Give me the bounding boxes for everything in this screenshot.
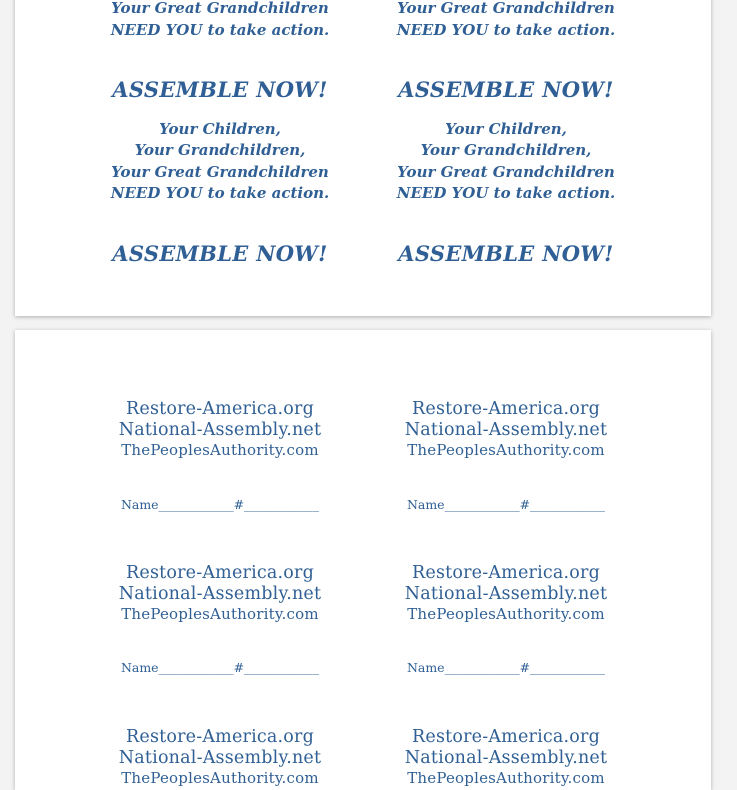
- national-assembly-site: National-Assembly.net: [404, 420, 608, 440]
- name-number-field: Name____________#____________: [120, 497, 320, 512]
- flyer-line-children: Your Children,: [445, 120, 567, 138]
- peoples-authority-site: ThePeoplesAuthority.com: [407, 441, 605, 459]
- name-number-field: Name____________#____________: [406, 497, 606, 512]
- peoples-authority-site: ThePeoplesAuthority.com: [121, 605, 319, 623]
- flyer-line-great-grandchildren: Your Great Grandchildren: [111, 163, 329, 181]
- restore-america-site: Restore-America.org: [126, 563, 314, 583]
- flyer-line-children: Your Children,: [159, 120, 281, 138]
- document-page-2: [15, 330, 711, 790]
- national-assembly-site: National-Assembly.net: [404, 748, 608, 768]
- peoples-authority-site: ThePeoplesAuthority.com: [407, 769, 605, 787]
- flyer-line-need-you: NEED YOU to take action.: [396, 184, 616, 202]
- restore-america-site: Restore-America.org: [126, 399, 314, 419]
- assemble-now-headline: ASSEMBLE NOW!: [398, 241, 614, 266]
- flyer-line-need-you: NEED YOU to take action.: [396, 21, 616, 39]
- document-page-1: [15, 0, 711, 316]
- flyer-line-grandchildren: Your Grandchildren,: [420, 141, 592, 159]
- national-assembly-site: National-Assembly.net: [118, 748, 322, 768]
- assemble-now-headline: ASSEMBLE NOW!: [112, 241, 328, 266]
- flyer-line-grandchildren: Your Grandchildren,: [134, 141, 306, 159]
- restore-america-site: Restore-America.org: [412, 399, 600, 419]
- flyer-line-great-grandchildren: Your Great Grandchildren: [111, 0, 329, 17]
- national-assembly-site: National-Assembly.net: [118, 420, 322, 440]
- assemble-now-headline: ASSEMBLE NOW!: [398, 77, 614, 102]
- flyer-line-great-grandchildren: Your Great Grandchildren: [397, 163, 615, 181]
- assemble-now-headline: ASSEMBLE NOW!: [112, 77, 328, 102]
- flyer-line-great-grandchildren: Your Great Grandchildren: [397, 0, 615, 17]
- restore-america-site: Restore-America.org: [412, 563, 600, 583]
- name-number-field: Name____________#____________: [406, 660, 606, 675]
- peoples-authority-site: ThePeoplesAuthority.com: [121, 769, 319, 787]
- flyer-line-need-you: NEED YOU to take action.: [110, 184, 330, 202]
- peoples-authority-site: ThePeoplesAuthority.com: [121, 441, 319, 459]
- peoples-authority-site: ThePeoplesAuthority.com: [407, 605, 605, 623]
- name-number-field: Name____________#____________: [120, 660, 320, 675]
- national-assembly-site: National-Assembly.net: [118, 584, 322, 604]
- restore-america-site: Restore-America.org: [412, 727, 600, 747]
- restore-america-site: Restore-America.org: [126, 727, 314, 747]
- flyer-line-need-you: NEED YOU to take action.: [110, 21, 330, 39]
- national-assembly-site: National-Assembly.net: [404, 584, 608, 604]
